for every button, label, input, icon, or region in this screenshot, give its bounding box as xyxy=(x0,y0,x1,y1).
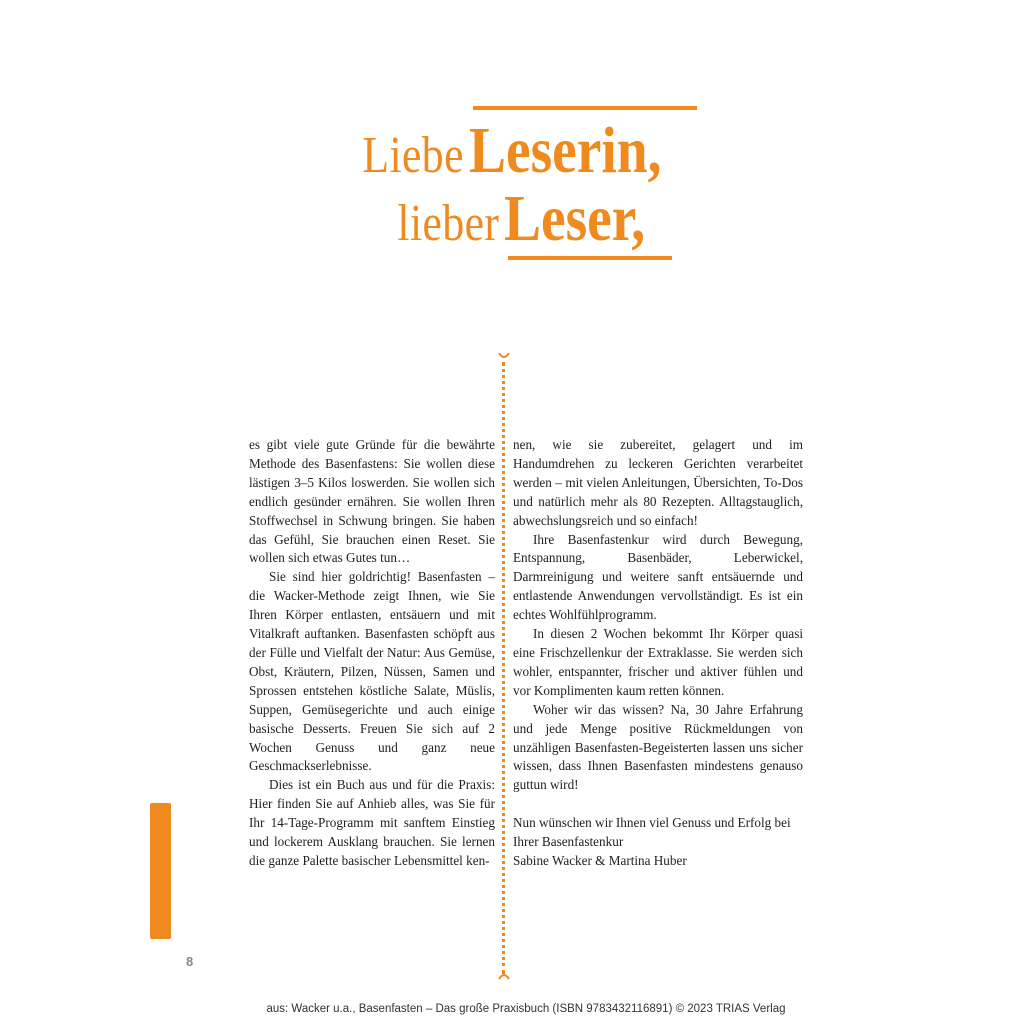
source-footer: aus: Wacker u.a., Basenfasten – Das große Praxisbuch (ISBN 9783432116891) © 2023 TRIAS Verlag xyxy=(266,1003,786,1015)
title-salutation-2: lieber xyxy=(396,195,499,252)
paragraph: Dies ist ein Buch aus und für die Praxis: Hier finden Sie auf Anhieb alles, was Sie für Ihr 14-Tage-Programm mit sanftem Einstieg und lockerem Ausklang brauchen. Sie lernen die ganze Palette basischer Lebensmittel ken- xyxy=(249,777,495,868)
column-divider xyxy=(502,362,505,974)
paragraph: es gibt viele gute Gründe für die bewährte Methode des Basenfastens: Sie wollen diese lästigen 3–5 Kilos loswerden. Sie wollen sich endlich gesünder ernähren. Sie wollen Ihren Stoffwechsel in Schwung bringen. Sie haben das Gefühl, Sie brauchen einen Reset. Sie wollen sich etwas Gutes tun… xyxy=(249,437,495,566)
paragraph: Sie sind hier goldrichtig! Basenfasten – die Wacker-Methode zeigt Ihnen, wie Sie Ihren Körper entlasten, entsäuern und mit Vitalkraft auftanken. Basenfasten schöpft aus der Fülle und Vielfalt der Natur: Aus Gemüse, Obst, Kräutern, Pilzen, Nüssen, Samen und Sprossen entstehen köstliche Salate, Müslis, Suppen, Gemüsegerichte und auch einige basische Desserts. Freuen Sie sich auf 2 Wochen Genuss und ganz neue Geschmackserlebnisse. xyxy=(249,569,495,774)
divider-cap-icon xyxy=(498,352,510,360)
chapter-tab xyxy=(150,803,171,939)
paragraph: nen, wie sie zubereitet, gelagert und im Handumdrehen zu leckeren Gerichten verarbeitet werden – mit vielen Anleitungen, Übersichten, To-Dos und natürlich mehr als 80 Rezepten. Alltagstauglich, abwechslungsreich und so einfach! xyxy=(513,437,803,528)
paragraph: Woher wir das wissen? Na, 30 Jahre Erfahrung und jede Menge positive Rückmeldungen von unzähligen Basenfasten-Begeisterten lassen uns sicher wissen, dass Ihnen Basenfasten mindestens genauso guttun wird! xyxy=(513,701,803,793)
paragraph: Ihre Basenfastenkur wird durch Bewegung, Entspannung, Basenbäder, Leberwickel, Darmreinigung und weitere sanft entsäuernde und entlastende Anwendungen vervollständigt. Es ist ein echtes Wohlfühlprogramm. xyxy=(513,531,803,623)
title-top-rule xyxy=(473,106,697,110)
closing-line: Nun wünschen wir Ihnen viel Genuss und Erfolg bei Ihrer Basenfastenkur xyxy=(513,815,791,850)
right-text-column xyxy=(513,436,803,871)
title-name-1: Leserin, xyxy=(468,114,662,187)
title-bottom-rule xyxy=(508,256,672,260)
left-text-column xyxy=(249,436,495,871)
title-salutation-1: Liebe xyxy=(362,127,464,184)
title-name-2: Leser, xyxy=(503,182,646,255)
paragraph: In diesen 2 Wochen bekommt Ihr Körper quasi eine Frischzellenkur der Extraklasse. Sie werden sich wohler, entspannter, frischer und aktiver fühlen und vor Komplimenten kaum retten können. xyxy=(513,626,803,698)
signature: Sabine Wacker & Martina Huber xyxy=(513,852,687,868)
page-number: 8 xyxy=(186,954,194,969)
title-line-2 xyxy=(250,182,672,255)
title-line-1 xyxy=(250,114,698,187)
divider-cap-icon xyxy=(498,972,510,980)
